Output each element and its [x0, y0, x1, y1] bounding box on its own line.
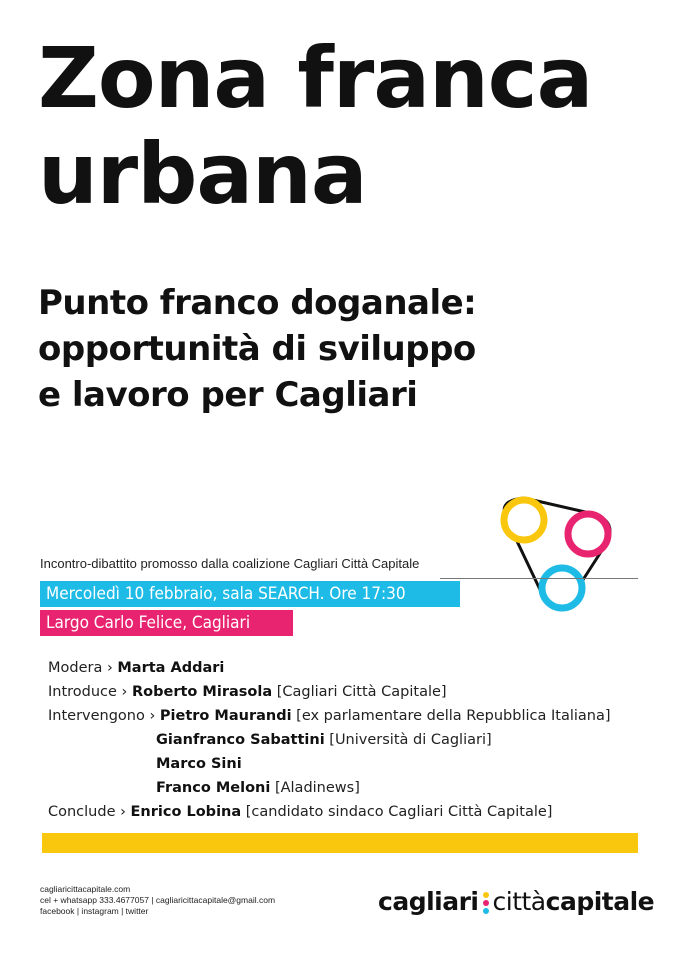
conclude-name: Enrico Lobina [130, 804, 242, 820]
program-row-introduce [48, 680, 648, 704]
program-row-speaker [48, 728, 648, 752]
three-rings-logo-icon [486, 488, 626, 618]
brand-part-3: capitale [545, 887, 655, 916]
program-row-conclude [48, 800, 648, 824]
brand-part-2: città [492, 887, 546, 916]
date-banner: Mercoledì 10 febbraio, sala SEARCH. Ore 17:30 [40, 581, 460, 607]
phone-email-line[interactable]: cel + whatsapp 333.4677057 | cagliaricittacapitale@gmail.com [40, 895, 276, 905]
conclude-label: Conclude › [48, 804, 126, 820]
place-banner: Largo Carlo Felice, Cagliari [40, 610, 293, 636]
title-line-1: Zona franca [38, 29, 593, 127]
divider-line [440, 578, 638, 579]
speaker-name: Marco Sini [156, 756, 242, 772]
introduce-label: Introduce › [48, 684, 128, 700]
intervengono-label: Intervengono › [48, 708, 156, 724]
subtitle-line-3: e lavoro per Cagliari [38, 375, 418, 415]
speaker-note: [ex parlamentare della Repubblica Italiana] [296, 708, 611, 724]
speaker-name: Franco Meloni [156, 780, 271, 796]
subtitle-line-2: opportunità di sviluppo [38, 329, 476, 369]
website-link[interactable]: cagliaricittacapitale.com [40, 884, 131, 894]
speaker-name: Pietro Maurandi [159, 708, 292, 724]
conclude-note: [candidato sindaco Cagliari Città Capitale] [245, 804, 553, 820]
yellow-bar [42, 833, 638, 853]
colored-dots-icon [482, 889, 490, 915]
speaker-note: [Università di Cagliari] [329, 732, 492, 748]
brand-part-1: cagliari [378, 887, 479, 916]
promo-text: Incontro-dibattito promosso dalla coalizione Cagliari Città Capitale [40, 556, 420, 571]
program-row-intervengono [48, 704, 648, 728]
modera-label: Modera › [48, 660, 113, 676]
program-row-speaker [48, 776, 648, 800]
social-links[interactable]: facebook | instagram | twitter [40, 906, 149, 916]
poster-subtitle [38, 280, 658, 418]
introduce-name: Roberto Mirasola [131, 684, 273, 700]
introduce-note: [Cagliari Città Capitale] [276, 684, 447, 700]
poster-title [38, 30, 658, 222]
contact-block [40, 884, 275, 917]
subtitle-line-1: Punto franco doganale: [38, 283, 477, 323]
speaker-note: [Aladinews] [274, 780, 360, 796]
brand-logo [378, 884, 654, 920]
title-line-2: urbana [38, 125, 367, 223]
program-list [48, 656, 648, 824]
program-row-speaker [48, 752, 648, 776]
program-row-modera [48, 656, 648, 680]
speaker-name: Gianfranco Sabattini [156, 732, 325, 748]
modera-name: Marta Addari [117, 660, 225, 676]
